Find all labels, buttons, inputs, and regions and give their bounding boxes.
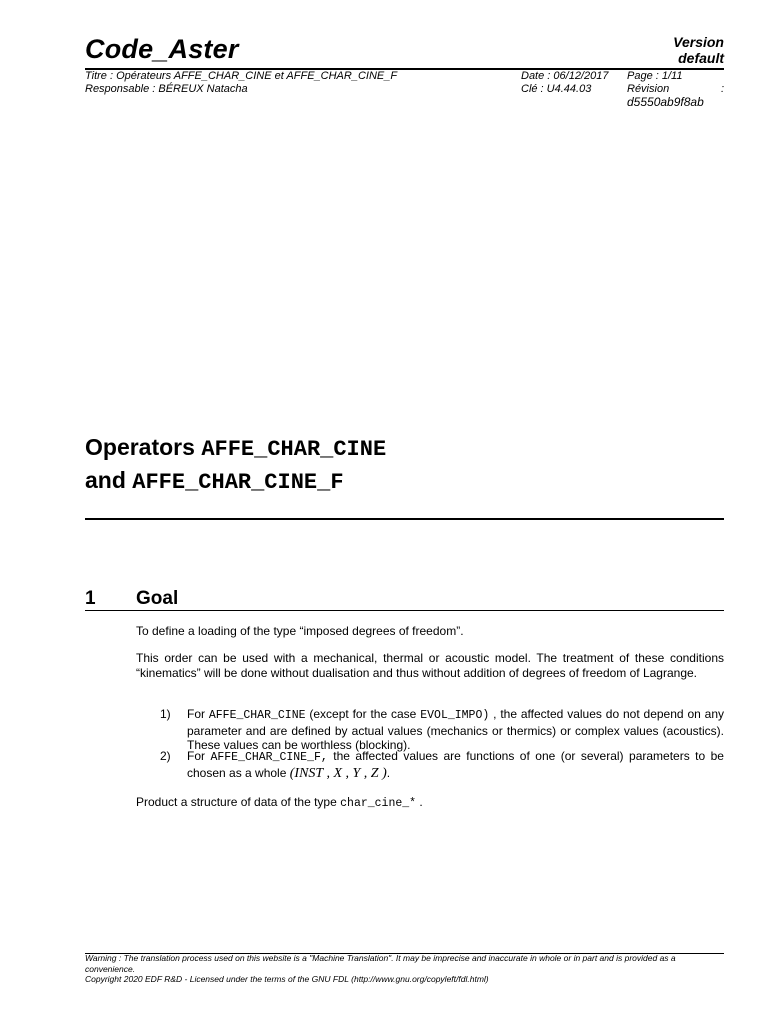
- header-cle: Clé : U4.44.03: [521, 83, 592, 95]
- list-item-1-number: 1): [160, 707, 171, 721]
- footer-copyright: Copyright 2020 EDF R&D - Licensed under the terms of the GNU FDL (http://www.gnu.org/copyleft/fdl.html): [85, 974, 489, 984]
- list-item-2-text: [187, 749, 724, 781]
- title-line-1: [85, 432, 386, 465]
- item2-text-a: For: [187, 749, 205, 763]
- brand-title: Code_Aster: [85, 34, 239, 64]
- header-responsable: Responsable : BÉREUX Natacha: [85, 83, 248, 95]
- header-titre: Titre : Opérateurs AFFE_CHAR_CINE et AFFE_CHAR_CINE_F: [85, 70, 398, 82]
- item1-text-c: , the affected values do not depend on any parameter and are defined by actual values (mechanics or thermics) or complex values (acoustics). These values can be worthless (blocking).: [187, 707, 724, 752]
- item1-text-a: For: [187, 707, 205, 721]
- paragraph-definition: To define a loading of the type “imposed degrees of freedom”.: [136, 624, 464, 638]
- paragraph-usage: This order can be used with a mechanical, thermal or acoustic model. The treatment of these conditions “kinematics” will be done without dualisation and thus without addition of degrees of freedom of Lagrange.: [136, 651, 724, 680]
- section-number: 1: [85, 588, 96, 609]
- revision-colon: :: [720, 83, 724, 95]
- paragraph-product: [136, 795, 724, 812]
- list-item-1-text: [187, 707, 724, 753]
- revision-label-text: Révision: [627, 83, 670, 95]
- item2-text-end: .: [386, 765, 391, 780]
- version-block: [673, 34, 724, 66]
- header-revision-value: d5550ab9f8ab: [627, 95, 704, 109]
- section-title: Goal: [136, 588, 179, 609]
- title-word-operators: Operators: [85, 434, 195, 460]
- footer-warning: Warning : The translation process used on this website is a "Machine Translation". It may be imprecise and inaccurate in whole or in part and is provided as a convenience.: [85, 953, 676, 974]
- version-label: Version: [673, 34, 724, 50]
- title-line-2: [85, 465, 386, 498]
- title-divider: [85, 518, 724, 520]
- footer: [85, 953, 724, 985]
- item1-code-evol-impo: EVOL_IMPO): [420, 709, 490, 722]
- document-title: [85, 432, 386, 498]
- header-date: Date : 06/12/2017: [521, 70, 609, 82]
- p3-code-char-cine: char_cine_*: [340, 797, 417, 810]
- p3-text-a: Product a structure of data of the type: [136, 795, 337, 809]
- header-page: Page : 1/11: [627, 70, 683, 82]
- item2-math-parameters: (INST , X , Y , Z ): [289, 765, 387, 781]
- item2-text-b: the affected values are functions of one (or several) parameters to be chosen as a whole: [187, 749, 724, 780]
- p3-text-end: .: [419, 795, 423, 809]
- title-code-affe-char-cine: AFFE_CHAR_CINE: [201, 437, 387, 462]
- section-divider: [85, 610, 724, 611]
- item2-code-affe-char-cine-f: AFFE_CHAR_CINE_F,: [210, 751, 328, 764]
- title-word-and: and: [85, 467, 126, 493]
- list-item-2-number: 2): [160, 749, 171, 763]
- title-code-affe-char-cine-f: AFFE_CHAR_CINE_F: [132, 470, 344, 495]
- item1-text-b: (except for the case: [309, 707, 417, 721]
- version-value: default: [678, 50, 724, 66]
- item1-code-affe-char-cine: AFFE_CHAR_CINE: [208, 709, 306, 722]
